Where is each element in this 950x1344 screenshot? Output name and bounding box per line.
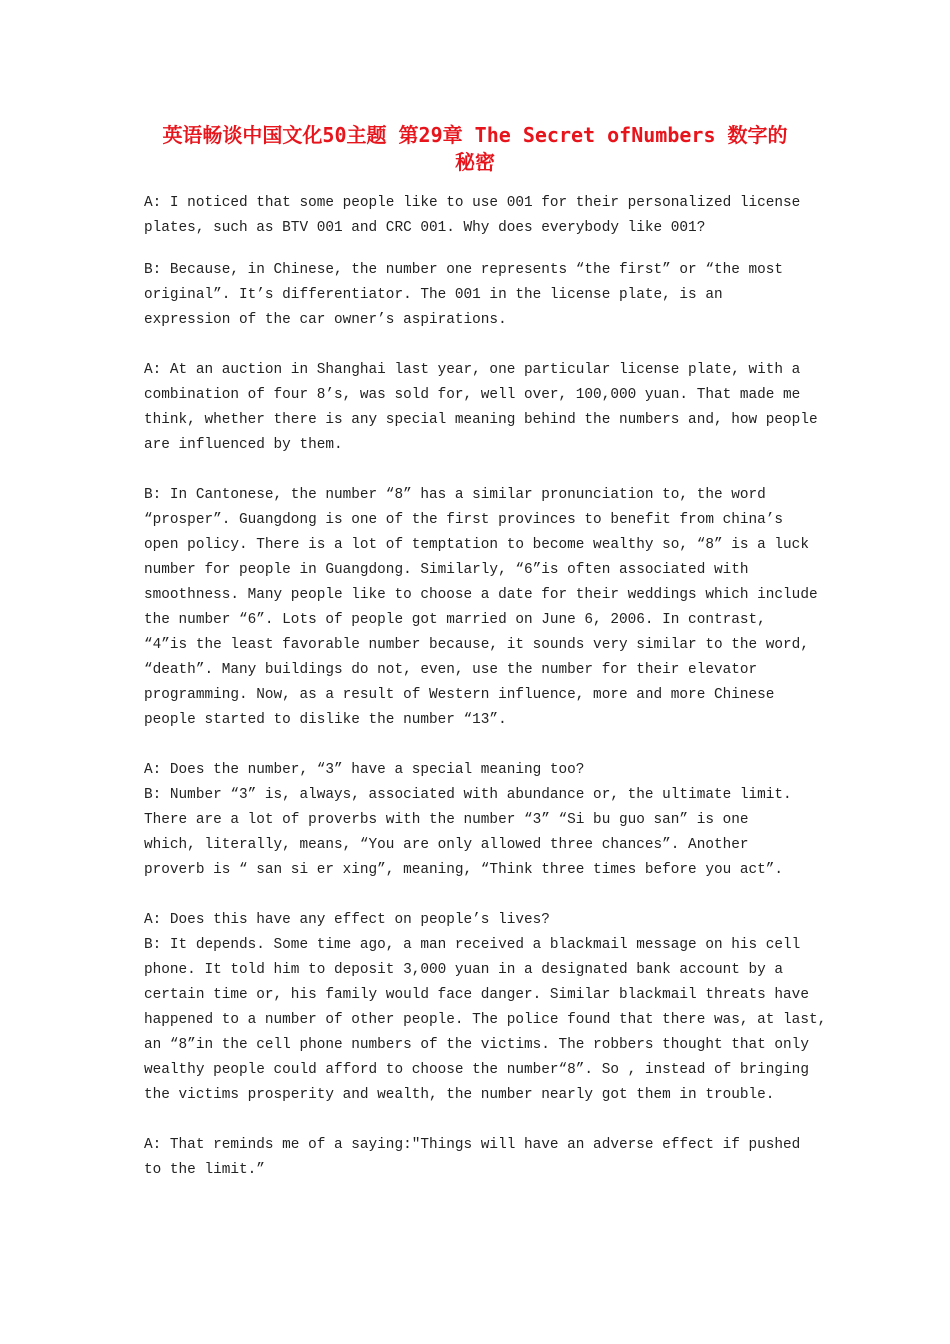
title-line-1: 英语畅谈中国文化50主题 第29章 The Secret ofNumbers 数字的 xyxy=(162,123,788,147)
paragraph-2: B: Because, in Chinese, the number one represents “the first” or “the most original”. It’s differentiator. The 001 in the license plate, is an expression of the car owner’s aspirations. xyxy=(144,262,784,328)
paragraph-7: A: That reminds me of a saying:"Things will have an adverse effect if pushed to the limit.” xyxy=(144,1137,801,1178)
document-title xyxy=(140,122,810,176)
paragraph-3: A: At an auction in Shanghai last year, one particular license plate, with a combination of four 8’s, was sold for, well over, 100,000 yuan. That made me think, whether there is any special meaning behind the numbers and, how people are influenced by them. xyxy=(144,362,818,453)
paragraph-4: B: In Cantonese, the number “8” has a similar pronunciation to, the word “prosper”. Guangdong is one of the first provinces to benefit from china’s open policy. There is a lot of temptation to become wealthy so, “8” is a luck number for people in Guangdong. Similarly, “6”is often associated with smoothness. Many people like to choose a date for their weddings which include the number “6”. Lots of people got married on June 6, 2006. In contrast, “4”is the least favorable number because, it sounds very similar to the word, “death”. Many buildings do not, even, use the number for their elevator programming. Now, as a result of Western influence, more and more Chinese people started to dislike the number “13”. xyxy=(144,487,818,728)
title-line-2: 秘密 xyxy=(455,150,495,174)
paragraph-5: A: Does the number, “3” have a special meaning too? B: Number “3” is, always, associated with abundance or, the ultimate limit. There are a lot of proverbs with the number “3” “Si bu guo san” is one which, literally, means, “You are only allowed three chances”. Another proverb is “ san si er xing”, meaning, “Think three times before you act”. xyxy=(144,762,792,878)
dialogue-body xyxy=(144,191,827,1183)
paragraph-6: A: Does this have any effect on people’s lives? B: It depends. Some time ago, a man received a blackmail message on his cell phone. It told him to deposit 3,000 yuan in a designated bank account by a certain time or, his family would face danger. Similar blackmail threats have happened to a number of other people. The police found that there was, at last, an “8”in the cell phone numbers of the victims. The robbers thought that only wealthy people could afford to choose the number“8”. So , instead of bringing the victims prosperity and wealth, the number nearly got them in trouble. xyxy=(144,912,827,1103)
paragraph-1: A: I noticed that some people like to use 001 for their personalized license plates, such as BTV 001 and CRC 001. Why does everybody like 001? xyxy=(144,195,801,236)
